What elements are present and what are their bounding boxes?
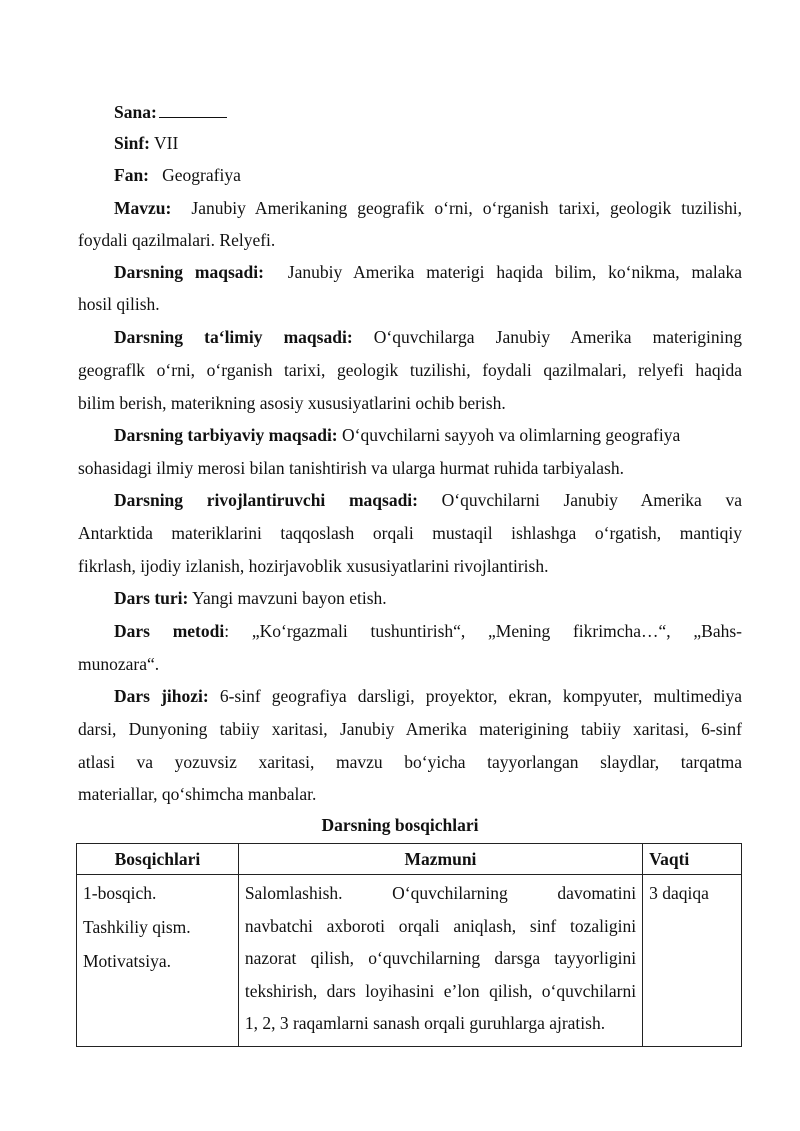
stage-line: Tashkiliy qism. — [83, 917, 191, 937]
turi-value: Yangi mavzuni bayon etish. — [192, 588, 387, 608]
table-row — [77, 875, 742, 1047]
stage-line: Motivatsiya. — [83, 951, 171, 971]
rivoj-line-2: Antarktida materiklarini taqqoslash orqali mustaqil ishlashga o‘rgatish, mantiqiy — [78, 523, 742, 543]
talim-line-3: bilim berish, materikning asosiy xususiyatlarini ochib berish. — [78, 393, 506, 413]
turi-label: Dars turi: — [114, 588, 189, 608]
talim-text-1: O‘quvchilarga Janubiy Amerika materigining — [373, 327, 743, 347]
content-line: tekshirish, dars loyihasini e’lon qilish, o‘quvchilarni — [244, 980, 637, 1001]
metod-label: Dars metodi — [114, 621, 225, 641]
stage-line: 1-bosqich. — [83, 883, 157, 903]
jihoz-line-1 — [114, 685, 742, 707]
metod-line-2: munozara“. — [78, 654, 160, 674]
tarbiya-line-2: sohasidagi ilmiy merosi bilan tanishtirish va ularga hurmat ruhida tarbiyalash. — [78, 458, 624, 478]
rivoj-line-3: fikrlash, ijodiy izlanish, hozirjavoblik xususiyatlarini rivojlantirish. — [78, 556, 549, 576]
sinf-line — [114, 132, 742, 154]
maqsad-line-1 — [114, 261, 742, 283]
content-line: 1, 2, 3 raqamlarni sanash orqali guruhlarga ajratish. — [244, 1013, 606, 1033]
tarbiya-label: Darsning tarbiyaviy maqsadi: — [114, 425, 338, 445]
header-vaqti: Vaqti — [643, 844, 742, 875]
talim-line-2: geograflk o‘rni, o‘rganish tarixi, geologik tuzilishi, foydali qazilmalari, relyefi haqida — [78, 360, 742, 380]
mavzu-label: Mavzu: — [114, 198, 172, 218]
time-value: 3 daqiqa — [649, 883, 709, 903]
content-line: Salomlashish. O‘quvchilarning davomatini — [244, 883, 637, 903]
time-cell — [643, 875, 742, 1047]
fan-label: Fan: — [114, 165, 149, 185]
content-line: nazorat qilish, o‘quvchilarning darsga tayyorligini — [244, 948, 637, 968]
sana-line — [114, 100, 742, 123]
tarbiya-line-1 — [114, 424, 742, 446]
metod-line-1 — [114, 620, 742, 642]
rivoj-line-1 — [114, 489, 742, 511]
metod-text-1: : „Ko‘rgazmali tushuntirish“, „Mening fikrimcha…“, „Bahs- — [224, 621, 742, 641]
mavzu-line-2: foydali qazilmalari. Relyefi. — [78, 230, 276, 250]
maqsad-label: Darsning maqsadi: — [114, 262, 264, 282]
jihoz-label: Dars jihozi: — [114, 686, 209, 706]
jihoz-line-3: atlasi va yozuvsiz xaritasi, mavzu bo‘yicha tayyorlangan slaydlar, tarqatma — [78, 752, 742, 772]
table-header-row — [77, 844, 742, 875]
tarbiya-text-1: O‘quvchilarni sayyoh va olimlarning geografiya — [342, 425, 681, 445]
rivoj-text-1: O‘quvchilarni Janubiy Amerika va — [441, 490, 742, 510]
stages-table — [76, 843, 742, 1047]
content-cell — [238, 875, 642, 1047]
maqsad-line-2: hosil qilish. — [78, 294, 160, 314]
table-caption: Darsning bosqichlari — [321, 815, 479, 835]
fan-line — [114, 164, 742, 186]
maqsad-text-1: Janubiy Amerika materigi haqida bilim, ko‘nikma, malaka — [287, 262, 743, 282]
talim-line-1 — [114, 326, 742, 348]
sinf-label: Sinf: — [114, 133, 150, 153]
header-bosqichlari: Bosqichlari — [77, 844, 239, 875]
jihoz-text-1: 6-sinf geografiya darsligi, proyektor, ekran, kompyuter, multimediya — [219, 686, 742, 706]
rivoj-label: Darsning rivojlantiruvchi maqsadi: — [114, 490, 418, 510]
jihoz-line-4: materiallar, qo‘shimcha manbalar. — [78, 784, 317, 804]
sana-blank — [159, 100, 227, 118]
talim-label: Darsning ta‘limiy maqsadi: — [114, 327, 353, 347]
mavzu-line-1 — [114, 197, 742, 219]
header-mazmuni: Mazmuni — [238, 844, 642, 875]
stage-cell — [77, 875, 239, 1047]
sana-label: Sana: — [114, 102, 157, 122]
sinf-value: VII — [154, 133, 179, 153]
content-line: navbatchi axboroti orqali aniqlash, sinf tozaligini — [244, 915, 637, 936]
mavzu-text-1: Janubiy Amerikaning geografik o‘rni, o‘rganish tarixi, geologik tuzilishi, — [191, 198, 742, 218]
turi-line — [114, 587, 742, 609]
jihoz-line-2: darsi, Dunyoning tabiiy xaritasi, Janubiy Amerika materigining tabiiy xaritasi, 6-sinf — [78, 719, 742, 739]
fan-value: Geografiya — [162, 165, 241, 185]
